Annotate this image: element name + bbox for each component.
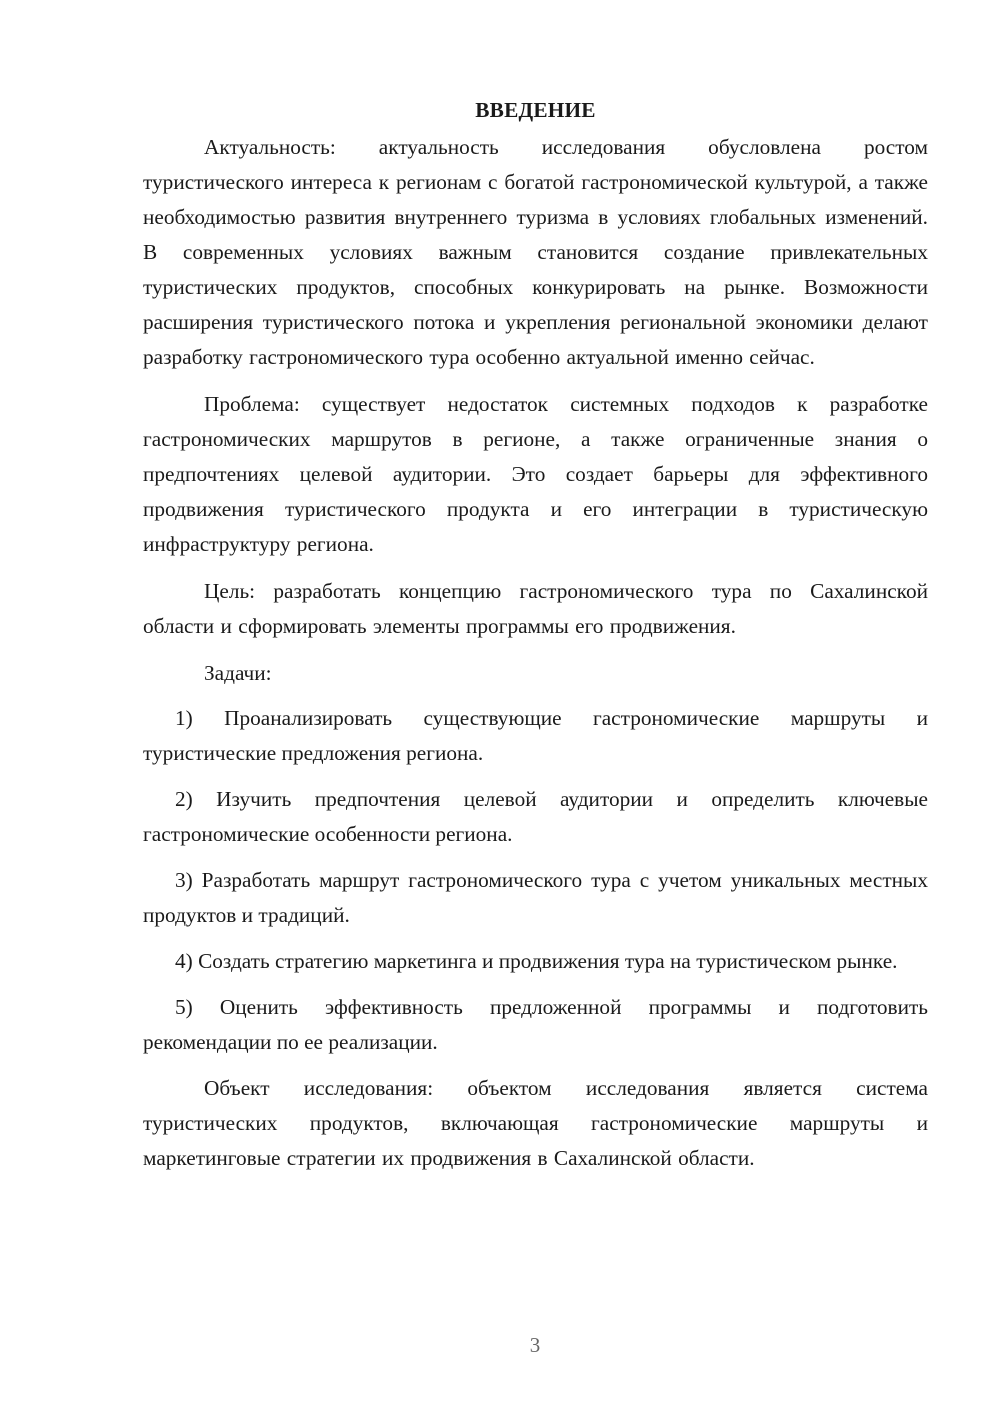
goal-paragraph: Цель: разработать концепцию гастрономического тура по Сахалинской области и сформировать элементы программы его продвижения.	[143, 579, 928, 638]
task-item: 5) Оценить эффективность предложенной программы и подготовить рекомендации по ее реализации.	[143, 995, 928, 1054]
document-page	[143, 93, 928, 1188]
tasks-heading: Задачи:	[204, 661, 272, 685]
task-item: 1) Проанализировать существующие гастрономические маршруты и туристические предложения региона.	[143, 706, 928, 765]
relevance-paragraph: Актуальность: актуальность исследования обусловлена ростом туристического интереса к регионам с богатой гастрономической культурой, а также необходимостью развития внутреннего туризма в условиях глобальных изменений. В современных условиях важным становится создание привлекательных туристических продуктов, способных конкурировать на рынке. Возможности расширения туристического потока и укрепления региональной экономики делают разработку гастрономического тура особенно актуальной именно сейчас.	[143, 135, 928, 369]
problem-paragraph: Проблема: существует недостаток системных подходов к разработке гастрономических маршрутов в регионе, а также ограниченные знания о предпочтениях целевой аудитории. Это создает барьеры для эффективного продвижения туристического продукта и его интеграции в туристическую инфраструктуру региона.	[143, 392, 928, 556]
section-title: ВВЕДЕНИЕ	[475, 98, 596, 122]
page-number: 3	[529, 1333, 541, 1357]
task-item: 3) Разработать маршрут гастрономического тура с учетом уникальных местных продуктов и традиций.	[143, 868, 928, 927]
task-item: 2) Изучить предпочтения целевой аудитории и определить ключевые гастрономические особенности региона.	[143, 787, 928, 846]
object-paragraph: Объект исследования: объектом исследования является система туристических продуктов, включающая гастрономические маршруты и маркетинговые стратегии их продвижения в Сахалинской области.	[143, 1076, 928, 1170]
task-item: 4) Создать стратегию маркетинга и продвижения тура на туристическом рынке.	[175, 949, 898, 973]
